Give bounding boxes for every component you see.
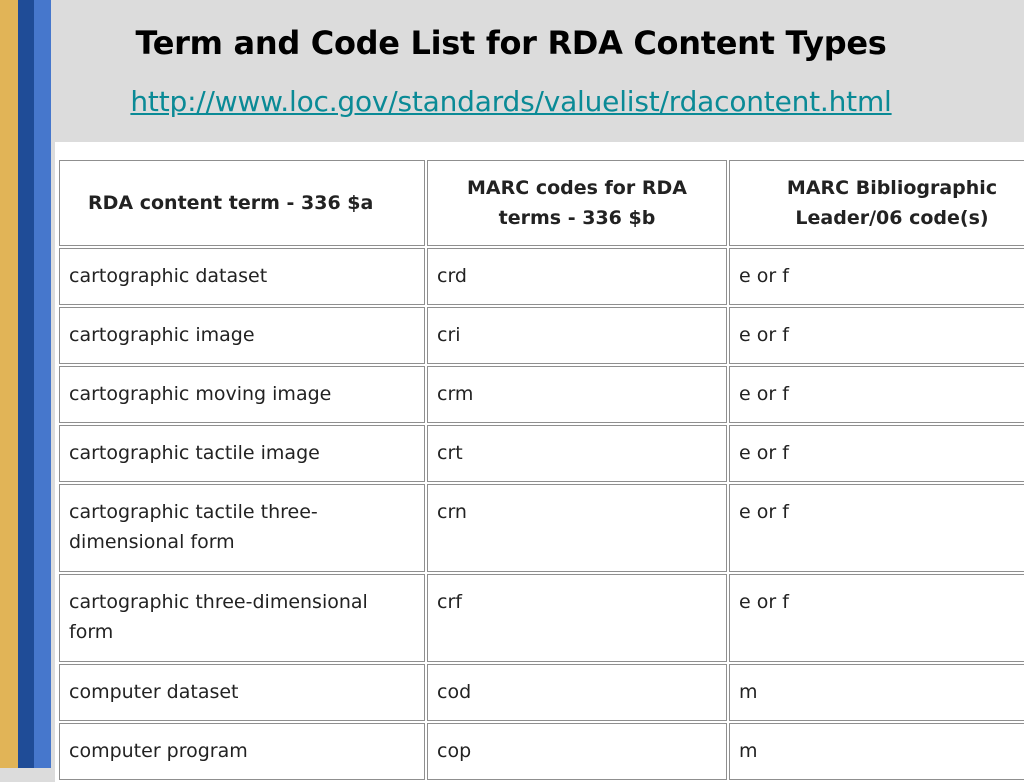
cell-term: cartographic image xyxy=(59,307,425,364)
slide-title: Term and Code List for RDA Content Types xyxy=(135,24,887,62)
cell-code: crd xyxy=(427,248,727,305)
table-row xyxy=(59,723,1024,780)
cell-code: crt xyxy=(427,425,727,482)
cell-code: cri xyxy=(427,307,727,364)
table-row xyxy=(59,366,1024,423)
cell-code: crm xyxy=(427,366,727,423)
table-row xyxy=(59,484,1024,572)
cell-leader: e or f xyxy=(729,366,1024,423)
rda-content-types-table xyxy=(57,158,1024,782)
title-area xyxy=(51,0,1024,160)
cell-term: computer program xyxy=(59,723,425,780)
cell-term: cartographic three-dimensional form xyxy=(59,574,425,662)
loc-valuelist-link[interactable]: http://www.loc.gov/standards/valuelist/rdacontent.html xyxy=(130,85,892,118)
cell-term: computer dataset xyxy=(59,664,425,721)
header-rda-term: RDA content term - 336 $a xyxy=(59,160,425,246)
header-leader-codes: MARC Bibliographic Leader/06 code(s) xyxy=(729,160,1024,246)
cell-code: crf xyxy=(427,574,727,662)
header-marc-codes: MARC codes for RDA terms - 336 $b xyxy=(427,160,727,246)
left-blue-stripe xyxy=(34,0,51,768)
cell-term: cartographic tactile image xyxy=(59,425,425,482)
cell-code: crn xyxy=(427,484,727,572)
table-row xyxy=(59,425,1024,482)
cell-leader: e or f xyxy=(729,248,1024,305)
left-navy-stripe xyxy=(18,0,34,768)
table-screenshot-panel xyxy=(55,142,1024,782)
cell-code: cod xyxy=(427,664,727,721)
table-row xyxy=(59,664,1024,721)
cell-code: cop xyxy=(427,723,727,780)
cell-leader: e or f xyxy=(729,425,1024,482)
cell-leader: e or f xyxy=(729,574,1024,662)
cell-term: cartographic dataset xyxy=(59,248,425,305)
cell-term: cartographic moving image xyxy=(59,366,425,423)
cell-leader: m xyxy=(729,664,1024,721)
cell-leader: e or f xyxy=(729,484,1024,572)
left-gold-stripe xyxy=(0,0,18,768)
table-row xyxy=(59,307,1024,364)
cell-term: cartographic tactile three-dimensional form xyxy=(59,484,425,572)
cell-leader: m xyxy=(729,723,1024,780)
cell-leader: e or f xyxy=(729,307,1024,364)
table-row xyxy=(59,248,1024,305)
table-header-row xyxy=(59,160,1024,246)
table-row xyxy=(59,574,1024,662)
